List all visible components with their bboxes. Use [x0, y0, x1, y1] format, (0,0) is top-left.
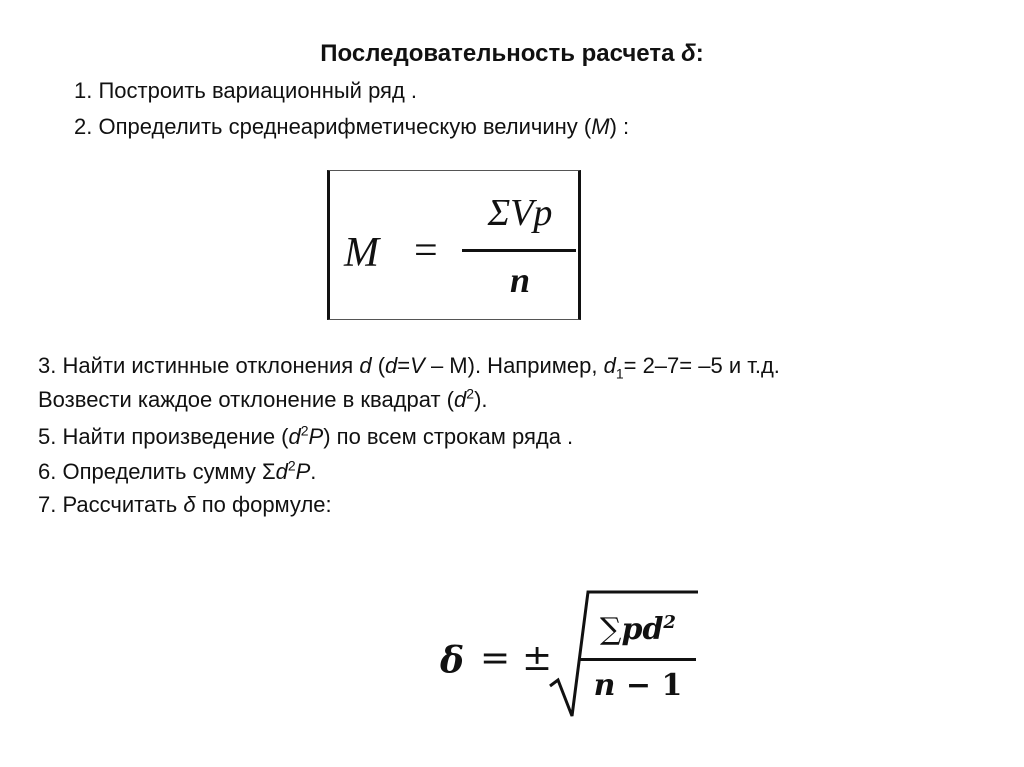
delta-formula — [440, 588, 710, 728]
step-2: 2. Определить среднеарифметическую величину (М) : — [74, 114, 630, 139]
mean-formula-fraction-bar — [462, 249, 576, 252]
step-1: 1. Построить вариационный ряд . — [74, 78, 418, 103]
delta-formula-denominator: n − 1 — [593, 668, 683, 703]
delta-formula-numerator: $\sum pd^2$ — [600, 612, 676, 647]
delta-formula-equals: = — [480, 638, 511, 679]
delta-formula-lhs: δ — [440, 640, 465, 682]
slide-title: Последовательность расчета δ: — [320, 40, 704, 67]
title-symbol: δ — [681, 40, 696, 67]
mean-formula-box — [327, 170, 581, 320]
mean-formula-numerator: ΣVp — [487, 192, 553, 234]
mean-formula-lhs: M — [344, 230, 379, 276]
step-5: 5. Найти произведение $(d^2P)$ по всем строкам ряда . — [38, 422, 574, 449]
step-4: Возвести каждое отклонение в квадрат $(d^2)$. — [38, 385, 488, 412]
step-3: 3. Найти истинные отклонения d (d=V – M). Например, $d_1= 2-7= -5$ и т.д. — [38, 353, 780, 382]
mean-formula-denominator: n — [509, 260, 531, 300]
step-6: 6. Определить сумму $\Sigma d^2P$. — [38, 457, 317, 484]
step-7: 7. Рассчитать δ по формуле: — [38, 492, 332, 517]
delta-formula-plus-minus: ± — [522, 638, 553, 679]
mean-formula-equals: = — [414, 228, 438, 274]
delta-formula-fraction-bar — [578, 658, 696, 661]
